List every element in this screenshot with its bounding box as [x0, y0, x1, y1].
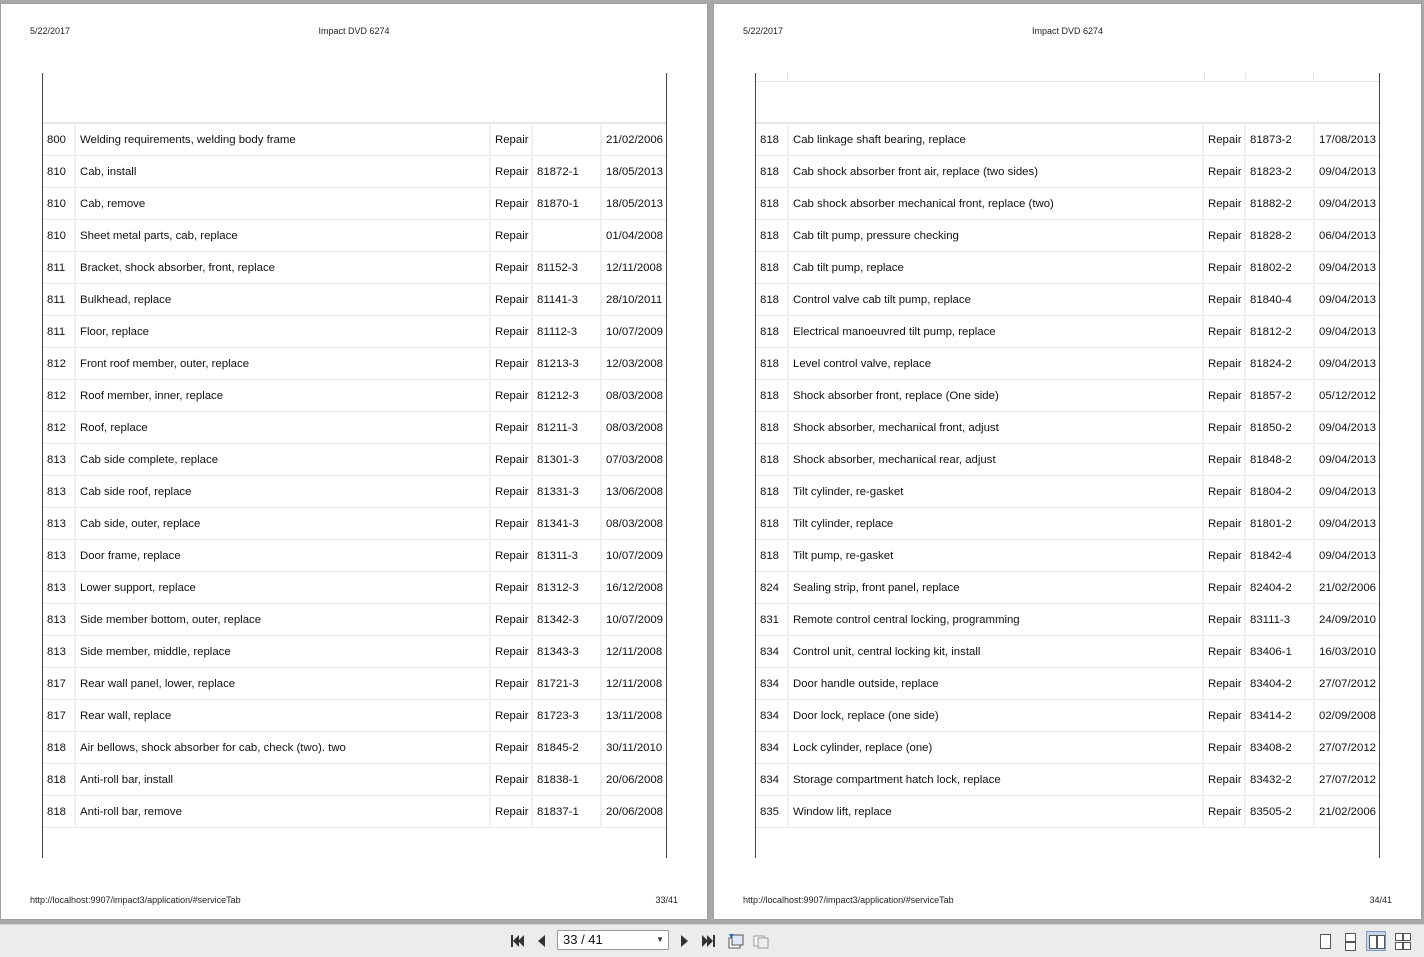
operation-type: Repair	[490, 476, 532, 508]
first-page-icon[interactable]	[508, 932, 526, 950]
next-page-icon[interactable]	[675, 932, 693, 950]
operation-date: 12/11/2008	[601, 636, 666, 668]
operation-description: Cab side, outer, replace	[75, 508, 490, 540]
operation-description: Sealing strip, front panel, replace	[788, 572, 1203, 604]
viewer-toolbar	[0, 924, 1424, 957]
operation-date: 12/11/2008	[601, 252, 666, 284]
repair-table-body	[756, 123, 1379, 828]
operation-description: Cab, remove	[75, 188, 490, 220]
operation-date: 18/05/2013	[601, 188, 666, 220]
table-row	[756, 540, 1379, 572]
operation-group: 818	[43, 732, 75, 764]
operation-type: Repair	[1203, 540, 1245, 572]
operation-type: Repair	[1203, 380, 1245, 412]
operation-type: Repair	[490, 188, 532, 220]
operation-code: 81801-2	[1245, 508, 1314, 540]
operation-group: 812	[43, 380, 75, 412]
table-row	[756, 188, 1379, 220]
operation-date: 05/12/2012	[1314, 380, 1379, 412]
operation-description: Cab side complete, replace	[75, 444, 490, 476]
page-header-date: 5/22/2017	[743, 26, 784, 36]
operation-code: 81212-3	[532, 380, 601, 412]
table-row	[43, 604, 666, 636]
operation-type: Repair	[490, 572, 532, 604]
operation-type: Repair	[490, 636, 532, 668]
operation-group: 818	[756, 540, 788, 572]
operation-type: Repair	[490, 604, 532, 636]
operation-date: 24/09/2010	[1314, 604, 1379, 636]
table-row	[756, 348, 1379, 380]
table-row	[43, 700, 666, 732]
operation-date: 30/11/2010	[601, 732, 666, 764]
operation-type: Repair	[1203, 604, 1245, 636]
table-row	[756, 508, 1379, 540]
chevron-down-icon: ▼	[656, 935, 664, 944]
table-row	[756, 636, 1379, 668]
operation-description: Electrical manoeuvred tilt pump, replace	[788, 316, 1203, 348]
operation-date: 10/07/2009	[601, 540, 666, 572]
table-row	[43, 508, 666, 540]
operation-description: Tilt cylinder, replace	[788, 508, 1203, 540]
operation-date: 13/11/2008	[601, 700, 666, 732]
table-row	[43, 156, 666, 188]
single-page-mode-icon[interactable]	[1315, 931, 1335, 951]
operation-description: Bulkhead, replace	[75, 284, 490, 316]
operation-group: 818	[756, 380, 788, 412]
operation-code: 81341-3	[532, 508, 601, 540]
table-row	[756, 412, 1379, 444]
table-row	[43, 764, 666, 796]
operation-date: 21/02/2006	[1314, 796, 1379, 828]
operation-date: 09/04/2013	[1314, 188, 1379, 220]
operation-description: Side member, middle, replace	[75, 636, 490, 668]
operation-type: Repair	[490, 348, 532, 380]
operation-type: Repair	[490, 732, 532, 764]
operation-date: 08/03/2008	[601, 380, 666, 412]
operation-type: Repair	[1203, 124, 1245, 156]
table-row	[756, 732, 1379, 764]
operation-group: 817	[43, 700, 75, 732]
operation-type: Repair	[1203, 220, 1245, 252]
table-row	[756, 316, 1379, 348]
operation-code: 83408-2	[1245, 732, 1314, 764]
operation-group: 818	[756, 412, 788, 444]
operation-description: Cab, install	[75, 156, 490, 188]
operation-code: 83505-2	[1245, 796, 1314, 828]
operation-group: 818	[756, 444, 788, 476]
operation-code	[532, 124, 601, 156]
page-footer-url: http://localhost:9907/impact3/application/#serviceTab	[743, 895, 954, 905]
operation-type: Repair	[490, 412, 532, 444]
operation-date: 21/02/2006	[1314, 572, 1379, 604]
table-row	[43, 732, 666, 764]
operation-type: Repair	[1203, 796, 1245, 828]
table-row	[43, 796, 666, 828]
operation-description: Control unit, central locking kit, install	[788, 636, 1203, 668]
operation-date: 12/03/2008	[601, 348, 666, 380]
operation-description: Control valve cab tilt pump, replace	[788, 284, 1203, 316]
operation-code: 81848-2	[1245, 444, 1314, 476]
operation-type: Repair	[490, 668, 532, 700]
operation-date: 09/04/2013	[1314, 284, 1379, 316]
operation-date: 17/08/2013	[1314, 124, 1379, 156]
table-row	[43, 476, 666, 508]
table-row	[43, 284, 666, 316]
previous-page-icon[interactable]	[533, 932, 551, 950]
operation-date: 08/03/2008	[601, 508, 666, 540]
operation-group: 818	[43, 796, 75, 828]
table-row	[43, 668, 666, 700]
operation-date: 09/04/2013	[1314, 348, 1379, 380]
operation-description: Lower support, replace	[75, 572, 490, 604]
table-row	[756, 796, 1379, 828]
page-footer-number: 34/41	[1369, 895, 1392, 905]
operation-code	[532, 220, 601, 252]
table-row	[756, 444, 1379, 476]
table-row	[756, 252, 1379, 284]
operation-description: Welding requirements, welding body frame	[75, 124, 490, 156]
repair-table-body	[43, 123, 666, 828]
operation-type: Repair	[490, 252, 532, 284]
operation-group: 810	[43, 156, 75, 188]
operation-type: Repair	[490, 156, 532, 188]
operation-description: Cab shock absorber front air, replace (two sides)	[788, 156, 1203, 188]
operation-group: 818	[756, 252, 788, 284]
table-row	[43, 348, 666, 380]
repair-table	[755, 73, 1380, 858]
operation-date: 16/12/2008	[601, 572, 666, 604]
operation-group: 834	[756, 636, 788, 668]
operation-code: 81837-1	[532, 796, 601, 828]
operation-group: 811	[43, 284, 75, 316]
operation-group: 813	[43, 604, 75, 636]
table-row	[43, 636, 666, 668]
operation-date: 08/03/2008	[601, 412, 666, 444]
operation-type: Repair	[490, 796, 532, 828]
operation-date: 10/07/2009	[601, 604, 666, 636]
operation-code: 81812-2	[1245, 316, 1314, 348]
page-footer-url: http://localhost:9907/impact3/application/#serviceTab	[30, 895, 241, 905]
table-continued-row	[756, 73, 1379, 82]
operation-type: Repair	[1203, 284, 1245, 316]
operation-description: Window lift, replace	[788, 796, 1203, 828]
operation-date: 13/06/2008	[601, 476, 666, 508]
operation-type: Repair	[1203, 156, 1245, 188]
operation-date: 09/04/2013	[1314, 316, 1379, 348]
operation-code: 81838-1	[532, 764, 601, 796]
operation-date: 09/04/2013	[1314, 156, 1379, 188]
operation-date: 09/04/2013	[1314, 508, 1379, 540]
operation-group: 818	[756, 156, 788, 188]
operation-type: Repair	[490, 380, 532, 412]
operation-type: Repair	[1203, 444, 1245, 476]
table-row	[756, 476, 1379, 508]
operation-description: Storage compartment hatch lock, replace	[788, 764, 1203, 796]
table-row	[756, 284, 1379, 316]
table-row	[43, 252, 666, 284]
table-row	[43, 124, 666, 156]
operation-group: 818	[756, 508, 788, 540]
operation-code: 81723-3	[532, 700, 601, 732]
operation-type: Repair	[490, 284, 532, 316]
operation-code: 81802-2	[1245, 252, 1314, 284]
operation-type: Repair	[490, 700, 532, 732]
table-row	[43, 412, 666, 444]
operation-code: 81112-3	[532, 316, 601, 348]
operation-type: Repair	[1203, 188, 1245, 220]
operation-description: Cab tilt pump, pressure checking	[788, 220, 1203, 252]
operation-code: 83406-1	[1245, 636, 1314, 668]
operation-group: 813	[43, 444, 75, 476]
operation-description: Air bellows, shock absorber for cab, check (two). two	[75, 732, 490, 764]
operation-description: Shock absorber front, replace (One side)	[788, 380, 1203, 412]
operation-type: Repair	[1203, 572, 1245, 604]
operation-code: 81828-2	[1245, 220, 1314, 252]
operation-group: 813	[43, 540, 75, 572]
operation-code: 81824-2	[1245, 348, 1314, 380]
last-page-icon[interactable]	[700, 932, 718, 950]
operation-type: Repair	[1203, 508, 1245, 540]
operation-type: Repair	[490, 508, 532, 540]
operation-group: 834	[756, 700, 788, 732]
operation-description: Anti-roll bar, remove	[75, 796, 490, 828]
continuous-mode-icon[interactable]	[1340, 931, 1360, 951]
operation-description: Shock absorber, mechanical front, adjust	[788, 412, 1203, 444]
operation-group: 831	[756, 604, 788, 636]
table-row	[43, 444, 666, 476]
operation-code: 81840-4	[1245, 284, 1314, 316]
operation-description: Door lock, replace (one side)	[788, 700, 1203, 732]
operation-type: Repair	[490, 124, 532, 156]
table-row	[756, 604, 1379, 636]
operation-group: 818	[756, 284, 788, 316]
fit-icon[interactable]	[752, 932, 770, 950]
operation-group: 824	[756, 572, 788, 604]
operation-date: 09/04/2013	[1314, 252, 1379, 284]
operation-code: 83404-2	[1245, 668, 1314, 700]
operation-group: 818	[756, 220, 788, 252]
operation-date: 07/03/2008	[601, 444, 666, 476]
operation-description: Sheet metal parts, cab, replace	[75, 220, 490, 252]
page-number-select[interactable]	[557, 930, 669, 950]
operation-code: 81845-2	[532, 732, 601, 764]
operation-code: 81213-3	[532, 348, 601, 380]
operation-date: 27/07/2012	[1314, 732, 1379, 764]
page-number-value: 33 / 41	[563, 932, 603, 947]
operation-description: Shock absorber, mechanical rear, adjust	[788, 444, 1203, 476]
operation-description: Door handle outside, replace	[788, 668, 1203, 700]
operation-description: Anti-roll bar, install	[75, 764, 490, 796]
operation-group: 818	[756, 316, 788, 348]
table-row	[756, 668, 1379, 700]
operation-group: 800	[43, 124, 75, 156]
operation-code: 81823-2	[1245, 156, 1314, 188]
operation-description: Rear wall, replace	[75, 700, 490, 732]
operation-group: 813	[43, 508, 75, 540]
operation-type: Repair	[1203, 252, 1245, 284]
operation-description: Floor, replace	[75, 316, 490, 348]
table-row	[756, 156, 1379, 188]
operation-group: 817	[43, 668, 75, 700]
table-row	[756, 380, 1379, 412]
operation-type: Repair	[1203, 668, 1245, 700]
operation-description: Front roof member, outer, replace	[75, 348, 490, 380]
operation-code: 81804-2	[1245, 476, 1314, 508]
operation-description: Bracket, shock absorber, front, replace	[75, 252, 490, 284]
operation-date: 10/07/2009	[601, 316, 666, 348]
operation-date: 21/02/2006	[601, 124, 666, 156]
operation-description: Level control valve, replace	[788, 348, 1203, 380]
operation-group: 810	[43, 188, 75, 220]
page-header-title: Impact DVD 6274	[318, 26, 390, 36]
operation-code: 81882-2	[1245, 188, 1314, 220]
operation-type: Repair	[1203, 764, 1245, 796]
operation-description: Tilt cylinder, re-gasket	[788, 476, 1203, 508]
operation-date: 28/10/2011	[601, 284, 666, 316]
operation-description: Lock cylinder, replace (one)	[788, 732, 1203, 764]
operation-date: 16/03/2010	[1314, 636, 1379, 668]
operation-code: 81842-4	[1245, 540, 1314, 572]
operation-group: 834	[756, 764, 788, 796]
operation-type: Repair	[490, 444, 532, 476]
pdf-page-right	[714, 4, 1421, 919]
operation-date: 02/09/2008	[1314, 700, 1379, 732]
table-row	[756, 572, 1379, 604]
operation-description: Side member bottom, outer, replace	[75, 604, 490, 636]
operation-code: 81301-3	[532, 444, 601, 476]
operation-code: 81873-2	[1245, 124, 1314, 156]
operation-code: 81152-3	[532, 252, 601, 284]
table-row	[756, 220, 1379, 252]
operation-date: 09/04/2013	[1314, 412, 1379, 444]
operation-group: 811	[43, 252, 75, 284]
operation-type: Repair	[490, 764, 532, 796]
operation-code: 82404-2	[1245, 572, 1314, 604]
operation-group: 834	[756, 732, 788, 764]
operation-group: 834	[756, 668, 788, 700]
operation-date: 12/11/2008	[601, 668, 666, 700]
operation-type: Repair	[490, 316, 532, 348]
operation-code: 81312-3	[532, 572, 601, 604]
page-footer-number: 33/41	[655, 895, 678, 905]
operation-date: 06/04/2013	[1314, 220, 1379, 252]
operation-group: 835	[756, 796, 788, 828]
operation-description: Cab tilt pump, replace	[788, 252, 1203, 284]
table-row	[43, 380, 666, 412]
operation-type: Repair	[1203, 732, 1245, 764]
table-row	[43, 316, 666, 348]
page-header-title: Impact DVD 6274	[1031, 26, 1104, 36]
operation-code: 81331-3	[532, 476, 601, 508]
operation-group: 811	[43, 316, 75, 348]
operation-description: Roof member, inner, replace	[75, 380, 490, 412]
table-row	[756, 764, 1379, 796]
operation-description: Cab side roof, replace	[75, 476, 490, 508]
operation-group: 818	[756, 476, 788, 508]
operation-code: 81141-3	[532, 284, 601, 316]
rotate-icon[interactable]	[727, 932, 745, 950]
operation-group: 818	[756, 124, 788, 156]
operation-code: 81870-1	[532, 188, 601, 220]
table-row	[43, 572, 666, 604]
operation-description: Cab shock absorber mechanical front, replace (two)	[788, 188, 1203, 220]
operation-date: 20/06/2008	[601, 764, 666, 796]
operation-group: 812	[43, 348, 75, 380]
operation-description: Roof, replace	[75, 412, 490, 444]
operation-date: 27/07/2012	[1314, 764, 1379, 796]
pdf-page-left	[1, 4, 707, 919]
operation-description: Rear wall panel, lower, replace	[75, 668, 490, 700]
table-row	[43, 220, 666, 252]
operation-date: 09/04/2013	[1314, 444, 1379, 476]
operation-description: Cab linkage shaft bearing, replace	[788, 124, 1203, 156]
table-row	[43, 188, 666, 220]
operation-group: 812	[43, 412, 75, 444]
operation-description: Remote control central locking, programming	[788, 604, 1203, 636]
operation-code: 83111-3	[1245, 604, 1314, 636]
operation-code: 81850-2	[1245, 412, 1314, 444]
operation-type: Repair	[1203, 348, 1245, 380]
table-row	[43, 540, 666, 572]
operation-group: 813	[43, 572, 75, 604]
operation-type: Repair	[1203, 636, 1245, 668]
operation-code: 83414-2	[1245, 700, 1314, 732]
operation-date: 27/07/2012	[1314, 668, 1379, 700]
operation-code: 81721-3	[532, 668, 601, 700]
table-row	[756, 124, 1379, 156]
two-page-continuous-mode-icon[interactable]	[1393, 931, 1413, 951]
operation-group: 818	[756, 348, 788, 380]
operation-date: 18/05/2013	[601, 156, 666, 188]
operation-code: 81311-3	[532, 540, 601, 572]
operation-code: 81857-2	[1245, 380, 1314, 412]
operation-type: Repair	[1203, 476, 1245, 508]
operation-group: 813	[43, 636, 75, 668]
operation-description: Tilt pump, re-gasket	[788, 540, 1203, 572]
operation-type: Repair	[490, 220, 532, 252]
operation-code: 81343-3	[532, 636, 601, 668]
operation-date: 09/04/2013	[1314, 476, 1379, 508]
table-row	[756, 700, 1379, 732]
operation-code: 83432-2	[1245, 764, 1314, 796]
operation-description: Door frame, replace	[75, 540, 490, 572]
operation-group: 818	[756, 188, 788, 220]
operation-type: Repair	[1203, 316, 1245, 348]
two-page-mode-icon[interactable]	[1366, 931, 1386, 951]
operation-code: 81872-1	[532, 156, 601, 188]
operation-date: 09/04/2013	[1314, 540, 1379, 572]
operation-type: Repair	[1203, 700, 1245, 732]
operation-date: 20/06/2008	[601, 796, 666, 828]
operation-type: Repair	[1203, 412, 1245, 444]
repair-table	[42, 73, 667, 858]
operation-group: 818	[43, 764, 75, 796]
operation-type: Repair	[490, 540, 532, 572]
operation-group: 813	[43, 476, 75, 508]
operation-group: 810	[43, 220, 75, 252]
page-header-date: 5/22/2017	[30, 26, 71, 36]
operation-code: 81211-3	[532, 412, 601, 444]
operation-date: 01/04/2008	[601, 220, 666, 252]
operation-code: 81342-3	[532, 604, 601, 636]
